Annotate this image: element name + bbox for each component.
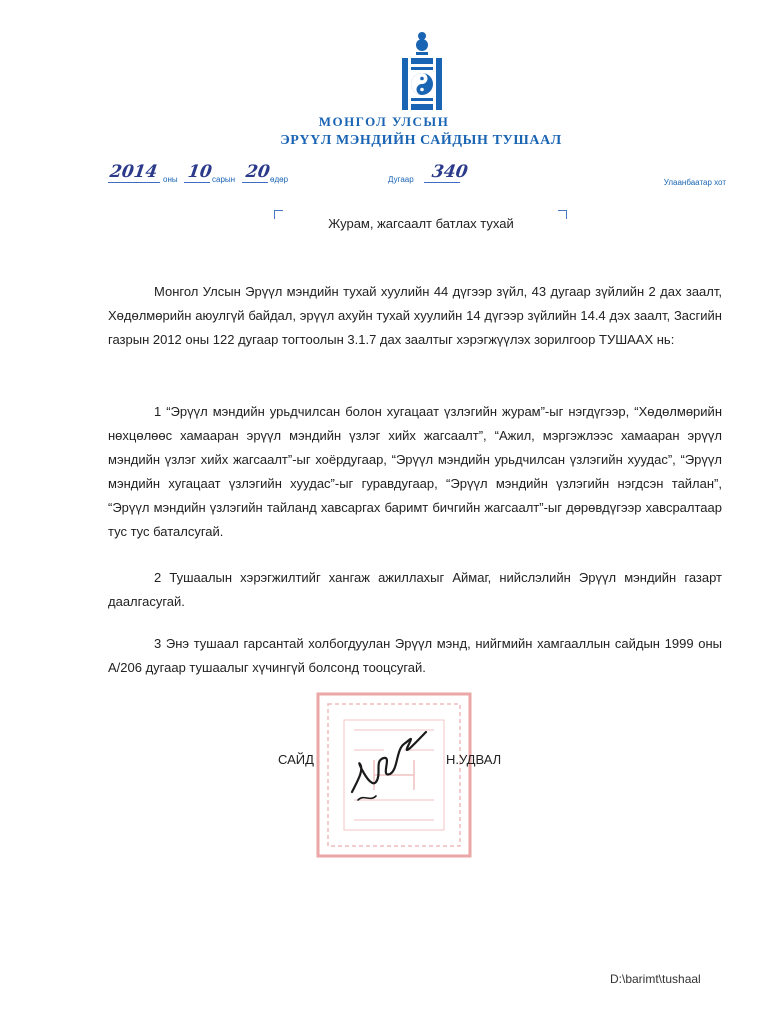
preamble-paragraph: Монгол Улсын Эрүүл мэндийн тухай хуулийн 44 дүгээр зүйл, 43 дугаар зүйлийн 2 дах заалт, Хөдөлмөрийн аюулгүй байдал, эрүүл ахуйн тухай хуулийн 14 дүгээр зүйлийн 14.4 дэх заалт, Засгийн газрын 2012 оны 122 дугаар тогтоолын 3.1.7 дах заалтыг хэрэгжүүлэх зорилгоор ТУШААХ нь: — [108, 284, 722, 347]
signatory-title: САЙД — [278, 752, 314, 767]
date-month-label: сарын — [212, 175, 236, 184]
handwritten-signature-icon — [340, 720, 440, 810]
order-item-1: 1 “Эрүүл мэндийн урьдчилсан болон хугацаат үзлэгийн журам”-ыг нэгдүгээр, “Хөдөлмөрийн нөхцөлөөс хамааран эрүүл мэндийн үзлэг хийх жагсаалт”, “Ажил, мэргэжлээс хамааран эрүүл мэндийн үзлэг хийх жагсаалт”-ыг хоёрдугаар, “Эрүүл мэндийн урьдчилсан үзлэгийн хуудас”, “Эрүүл мэндийн хугацаат үзлэгийн хуудас”-ыг гуравдугаар, “Эрүүл мэндийн үзлэгийн нэгдсэн тайлан”, “Эрүүл мэндийн үзлэгийн тайланд хавсаргах баримт бичгийн жагсаалт”-ыг дөрөвдүгээр хавсралтаар тус тус баталсугай. — [108, 404, 722, 539]
signatory-name: Н.УДВАЛ — [446, 752, 502, 767]
header-ministry-order: ЭРҮҮЛ МЭНДИЙН САЙДЫН ТУШААЛ — [280, 133, 562, 148]
order-number: 340 — [430, 162, 469, 182]
order-subject: Журам, жагсаалт батлах тухай — [328, 216, 514, 231]
date-year: 2014 — [108, 162, 159, 182]
header-country: МОНГОЛ УЛСЫН — [318, 114, 450, 129]
date-day-label: өдөр — [270, 175, 289, 184]
order-item-2: 2 Тушаалын хэрэгжилтийг хангаж ажиллахыг Аймаг, нийслэлийн Эрүүл мэндийн газарт даалгасугай. — [108, 570, 722, 609]
city-label: Улаанбаатар хот — [663, 178, 726, 187]
soyombo-emblem-icon — [398, 30, 446, 112]
date-day: 20 — [244, 162, 272, 182]
order-meta-row — [0, 162, 768, 194]
date-year-label: оны — [163, 175, 178, 184]
order-item-3: 3 Энэ тушаал гарсантай холбогдуулан Эрүүл мэнд, нийгмийн хамгааллын сайдын 1999 оны А/206 дугаар тушаалыг хүчингүй болсонд тооцсугай. — [108, 636, 722, 675]
file-path-footer: D:\barimt\tushaal — [610, 972, 701, 986]
date-month: 10 — [186, 162, 214, 182]
order-number-label: Дугаар — [388, 175, 414, 184]
